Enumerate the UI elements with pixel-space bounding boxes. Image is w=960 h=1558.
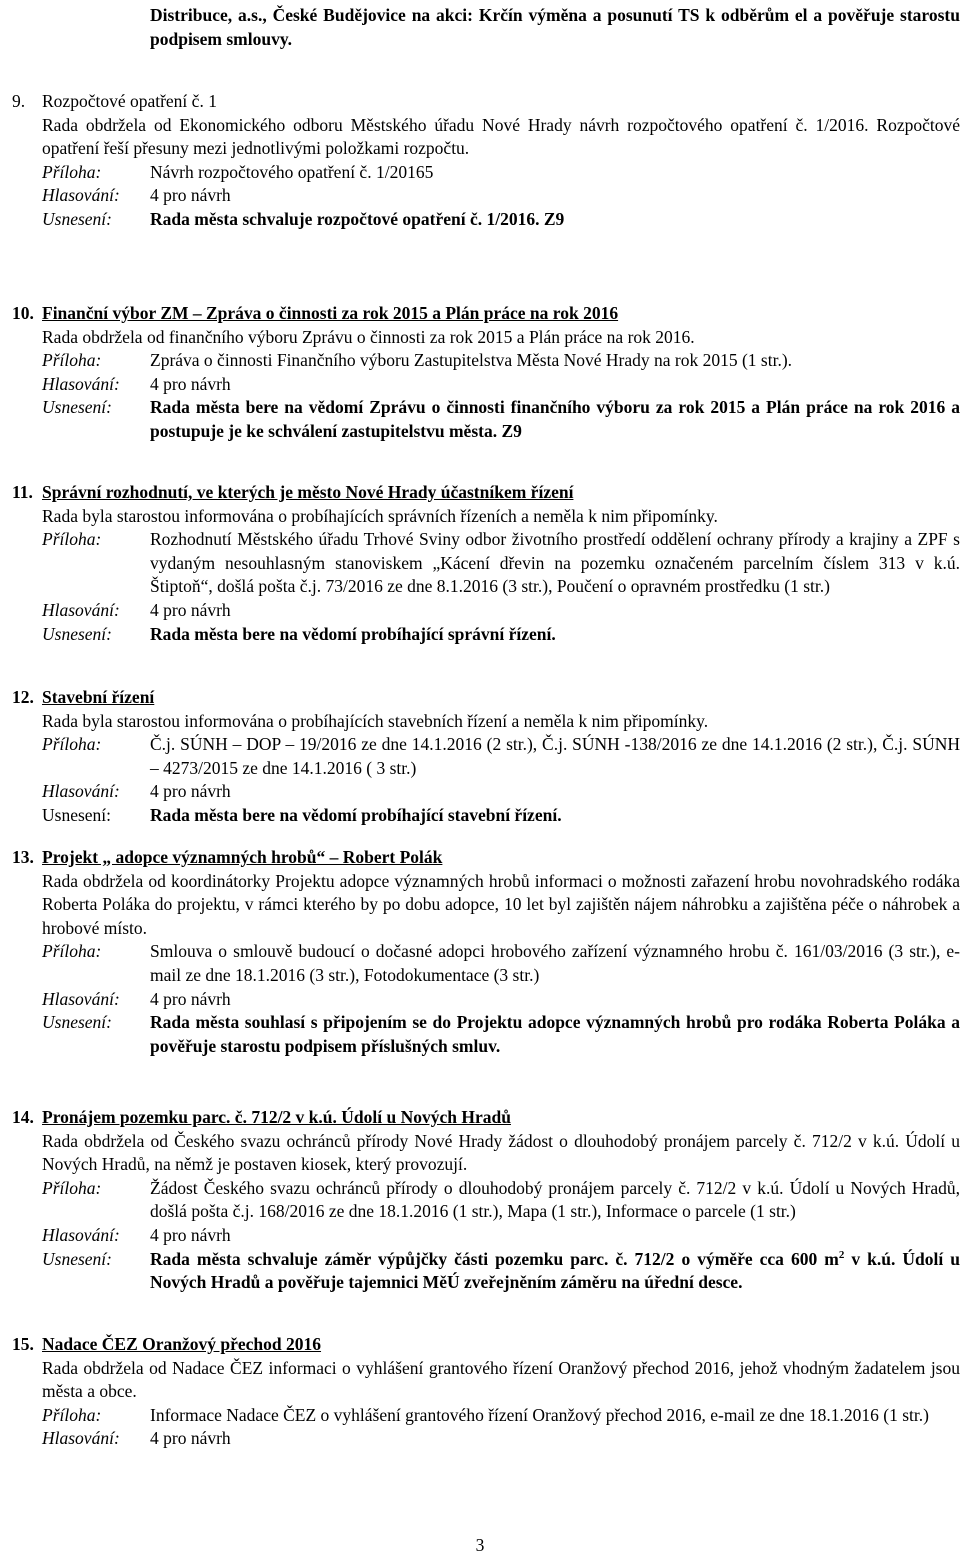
- attachment-label: Příloha:: [42, 1177, 102, 1198]
- vote-label: Hlasování:: [42, 1428, 120, 1449]
- section-number: 9.: [12, 91, 26, 111]
- resolution-label: Usnesení:: [42, 1012, 112, 1033]
- section-body: Rada obdržela od Nadace ČEZ informaci o vyhlášení grantového řízení Oranžový přechod 2016, jehož vhodným žadatelem jsou města a obce.: [42, 1357, 960, 1402]
- section-body: Rada byla starostou informována o probíhajících správních řízeních a neměla k nim připomínky.: [42, 505, 718, 526]
- section-title: Správní rozhodnutí, ve kterých je město Nové Hrady účastníkem řízení: [42, 482, 574, 502]
- section-heading: [12, 302, 960, 326]
- resolution-label: Usnesení:: [42, 804, 112, 825]
- section-heading: [12, 90, 960, 114]
- superscript-2: 2: [838, 1248, 845, 1261]
- section-heading: [12, 846, 960, 870]
- attachment-label: Příloha:: [42, 1404, 102, 1425]
- attachment-row: [12, 349, 960, 373]
- vote-text: 4 pro návrh: [150, 599, 231, 620]
- section-title: Projekt „ adopce významných hrobů“ – Robert Polák: [42, 847, 443, 867]
- section-number: 12.: [12, 687, 34, 707]
- section-9: [12, 90, 960, 232]
- vote-text: 4 pro návrh: [150, 1224, 231, 1245]
- resolution-label: Usnesení:: [42, 1248, 112, 1269]
- vote-label: Hlasování:: [42, 185, 120, 206]
- section-heading: [12, 481, 960, 505]
- vote-row: [12, 373, 960, 397]
- attachment-text: Zpráva o činnosti Finančního výboru Zastupitelstva Města Nové Hrady na rok 2015 (1 str.).: [150, 350, 793, 371]
- section-number: 10.: [12, 303, 34, 323]
- vote-label: Hlasování:: [42, 781, 120, 802]
- vote-text: 4 pro návrh: [150, 781, 231, 802]
- attachment-row: [12, 940, 960, 987]
- section-14: [12, 1106, 960, 1295]
- resolution-row: [12, 1011, 960, 1058]
- vote-label: Hlasování:: [42, 988, 120, 1009]
- section-heading: [12, 1106, 960, 1130]
- attachment-row: [12, 1177, 960, 1224]
- resolution-row: [12, 208, 960, 232]
- page-number: 3: [475, 1535, 485, 1555]
- attachment-row: [12, 733, 960, 780]
- vote-text: 4 pro návrh: [150, 185, 231, 206]
- section-body: Rada obdržela od finančního výboru Zprávu o činnosti za rok 2015 a Plán práce na rok 2016.: [42, 326, 695, 347]
- section-title: Nadace ČEZ Oranžový přechod 2016: [42, 1334, 322, 1354]
- vote-label: Hlasování:: [42, 373, 120, 394]
- attachment-text: Informace Nadace ČEZ o vyhlášení grantového řízení Oranžový přechod 2016, e-mail ze dne 18.1.2016 (1 str.): [150, 1404, 929, 1425]
- resolution-row: [12, 623, 960, 647]
- attachment-row: [12, 528, 960, 599]
- section-number: 11.: [12, 482, 33, 502]
- resolution-text: Rada města schvaluje rozpočtové opatření č. 1/2016. Z9: [150, 208, 565, 229]
- resolution-label: Usnesení:: [42, 623, 112, 644]
- attachment-text: Rozhodnutí Městského úřadu Trhové Sviny odbor životního prostředí oddělení ochrany přírody a krajiny a ZPF s vydaným nesouhlasným stanoviskem „Kácení dřevin na pozemku označeném parcelním číslem 313 v k.ú. Štiptoň“, došlá pošta č.j. 73/2016 ze dne 8.1.2016 (3 str.), Poučení o opravném prostředku (1 str.): [150, 529, 960, 597]
- section-heading: [12, 686, 960, 710]
- vote-row: [12, 599, 960, 623]
- resolution-text-part-2: v k.ú. Údolí u Nových Hradů a pověřuje tajemnici MěÚ zveřejněním záměru na úřední desce.: [150, 1248, 960, 1293]
- attachment-text: Č.j. SÚNH – DOP – 19/2016 ze dne 14.1.2016 (2 str.), Č.j. SÚNH -138/2016 ze dne 14.1.2016 (2 str.), Č.j. SÚNH – 4273/2015 ze dne 14.1.2016 ( 3 str.): [150, 734, 960, 778]
- attachment-label: Příloha:: [42, 734, 102, 755]
- attachment-row: [12, 161, 960, 185]
- section-title: Rozpočtové opatření č. 1: [42, 91, 217, 111]
- resolution-label: Usnesení:: [42, 208, 112, 229]
- resolution-row: [12, 396, 960, 443]
- resolution-text: Rada města bere na vědomí probíhající stavební řízení.: [150, 804, 562, 825]
- section-number: 15.: [12, 1334, 34, 1354]
- section-12: [12, 686, 960, 828]
- section-title: Finanční výbor ZM – Zpráva o činnosti za rok 2015 a Plán práce na rok 2016: [42, 303, 619, 323]
- vote-row: [12, 988, 960, 1012]
- section-heading: [12, 1333, 960, 1357]
- resolution-text: Rada města souhlasí s připojením se do Projektu adopce významných hrobů pro rodáka Roberta Poláka a pověřuje starostu podpisem příslušných smluv.: [150, 1012, 960, 1056]
- attachment-row: [12, 1404, 960, 1428]
- attachment-text: Návrh rozpočtového opatření č. 1/20165: [150, 161, 434, 182]
- section-15: [12, 1333, 960, 1451]
- section-13: [12, 846, 960, 1058]
- section-body: Rada obdržela od Českého svazu ochránců přírody Nové Hrady žádost o dlouhodobý pronájem parcely č. 712/2 v k.ú. Údolí u Nových Hradů, na němž je postaven kiosek, který provozují.: [42, 1130, 960, 1175]
- vote-row: [12, 184, 960, 208]
- section-number: 14.: [12, 1107, 34, 1127]
- attachment-text: Žádost Českého svazu ochránců přírody o dlouhodobý pronájem parcely č. 712/2 v k.ú. Údolí u Nových Hradů, došlá pošta č.j. 168/2016 ze dne 18.1.2016 (1 str.), Mapa (1 str.), Informace o parcele (1 str.): [150, 1177, 960, 1222]
- vote-row: [12, 1427, 960, 1451]
- vote-label: Hlasování:: [42, 1224, 120, 1245]
- resolution-text: Rada města bere na vědomí Zprávu o činnosti finančního výboru za rok 2015 a Plán práce na rok 2016 a postupuje je ke schválení zastupitelstvu města. Z9: [150, 397, 960, 441]
- vote-text: 4 pro návrh: [150, 1428, 231, 1449]
- vote-row: [12, 1224, 960, 1248]
- section-title: Pronájem pozemku parc. č. 712/2 v k.ú. Údolí u Nových Hradů: [42, 1107, 511, 1127]
- attachment-label: Příloha:: [42, 941, 102, 962]
- attachment-text: Smlouva o smlouvě budoucí o dočasné adopci hrobového zařízení významného hrobu č. 161/03/2016 (3 str.), e-mail ze dne 18.1.2016 (3 str.), Fotodokumentace (3 str.): [150, 941, 960, 985]
- section-body: Rada byla starostou informována o probíhajících stavebních řízení a neměla k nim připomínky.: [42, 710, 709, 731]
- resolution-row: [12, 804, 960, 828]
- resolution-row: [12, 1248, 960, 1295]
- attachment-label: Příloha:: [42, 529, 102, 550]
- intro-continuation: Distribuce, a.s., České Budějovice na akci: Krčín výměna a posunutí TS k odběrům el a pověřuje starostu podpisem smlouvy.: [150, 5, 960, 49]
- attachment-label: Příloha:: [42, 350, 102, 371]
- attachment-label: Příloha:: [42, 161, 102, 182]
- resolution-label: Usnesení:: [42, 397, 112, 418]
- vote-row: [12, 780, 960, 804]
- section-body: Rada obdržela od koordinátorky Projektu adopce významných hrobů informaci o možnosti zařazení hrobu novohradského rodáka Roberta Poláka do projektu, v rámci kterého by po dobu adopce, 10 let byl zajištěn nájem náhrobku a zajištěna péče o náhrobek a hrobové místo.: [42, 870, 960, 938]
- vote-label: Hlasování:: [42, 599, 120, 620]
- section-body: Rada obdržela od Ekonomického odboru Městského úřadu Nové Hrady návrh rozpočtového opatření č. 1/2016. Rozpočtové opatření řeší přesuny mezi jednotlivými položkami rozpočtu.: [42, 114, 960, 159]
- resolution-text: Rada města bere na vědomí probíhající správní řízení.: [150, 623, 556, 644]
- section-number: 13.: [12, 847, 34, 867]
- vote-text: 4 pro návrh: [150, 988, 231, 1009]
- section-10: [12, 302, 960, 444]
- section-title: Stavební řízení: [42, 687, 155, 707]
- vote-text: 4 pro návrh: [150, 373, 231, 394]
- section-11: [12, 481, 960, 646]
- resolution-text-part-1: Rada města schvaluje záměr výpůjčky části pozemku parc. č. 712/2 o výměře cca 600 m: [150, 1248, 839, 1269]
